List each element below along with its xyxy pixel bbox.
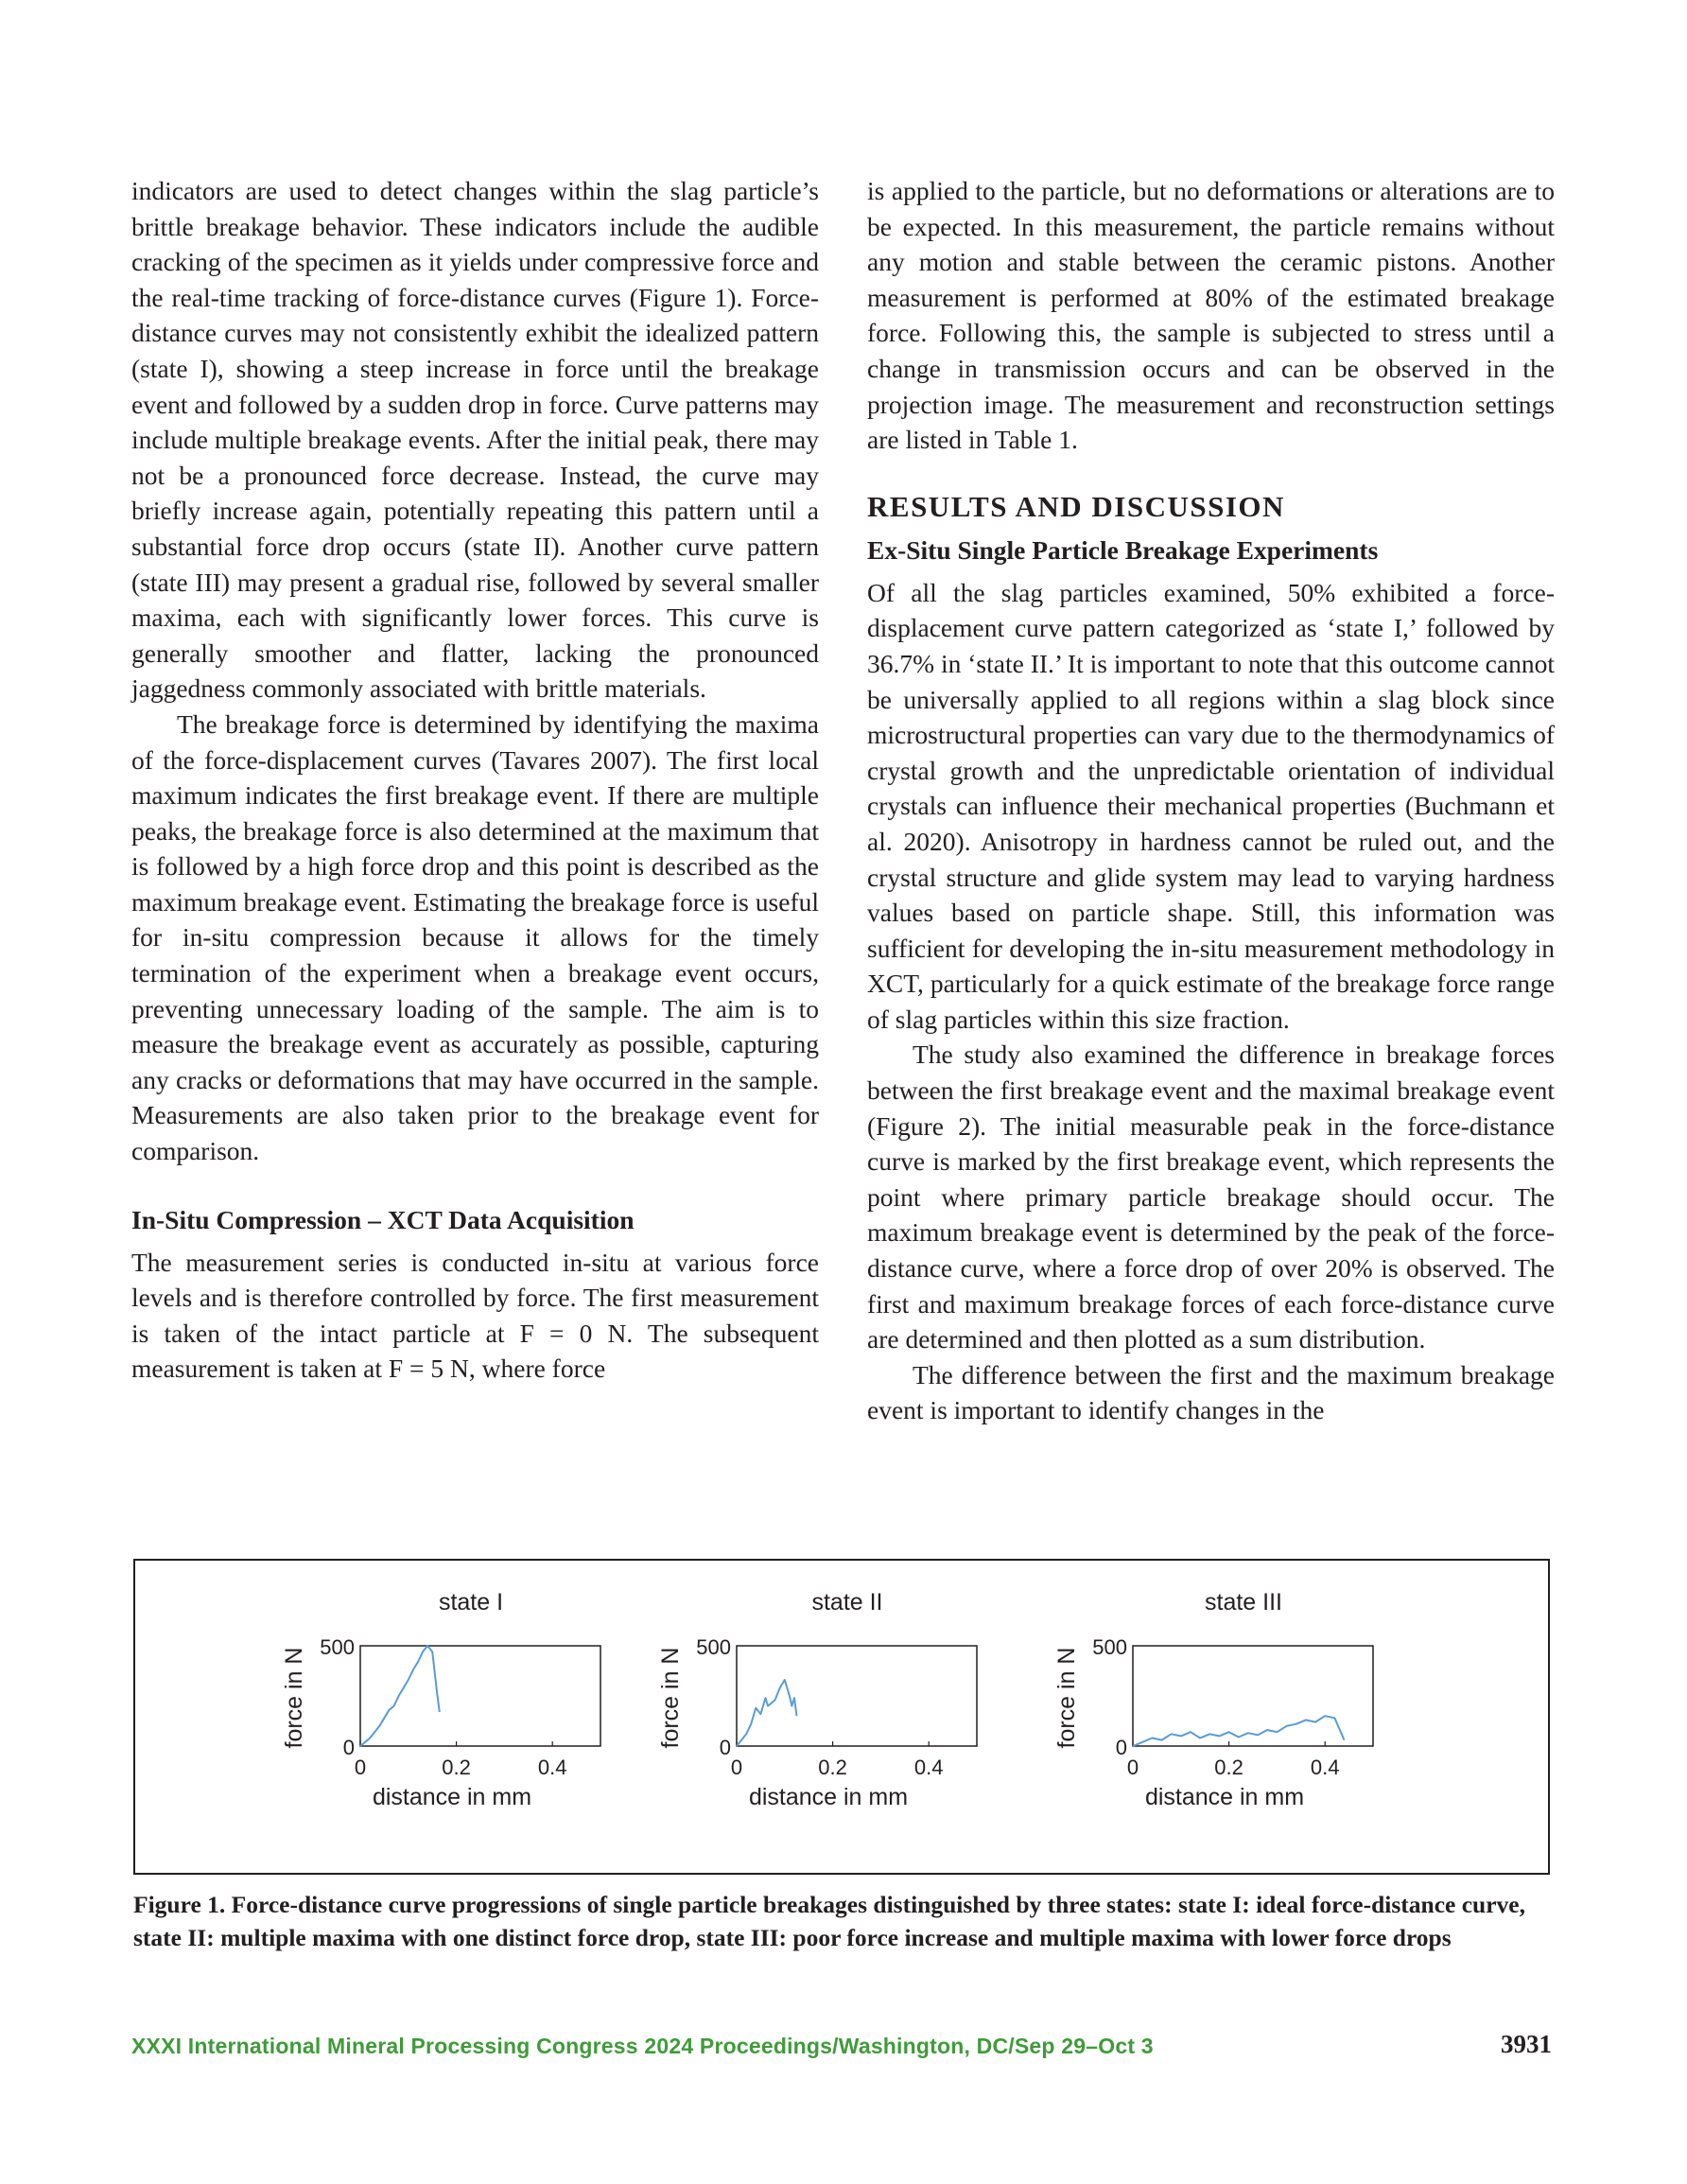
right-column [867,173,1555,1428]
figure-caption: Figure 1. Force-distance curve progressions of single particle breakages distinguished by three states: state I: ideal force-distance curve, state II: multiple maxima with one distinct force drop, state III: poor force increase and multiple maxima with lower force drops [133,1891,1525,1951]
chart-2-ytick-0: 0 [719,1736,731,1759]
chart-2-xtick-1: 0.2 [818,1756,847,1779]
chart-3-xlabel: distance in mm [1144,1784,1305,1810]
left-paragraph-3: The measurement series is conducted in-situ at various force levels and is therefore controlled by force. The first measurement is taken of the intact particle at F = 0 N. The subsequent measurement is taken at F = 5 N, where force [131,1247,819,1384]
chart-3-xtick-2: 0.4 [1310,1756,1340,1779]
chart-2-ytick-1: 500 [696,1635,731,1659]
chart-3-title: state III [1205,1589,1282,1616]
chart-1-ytick-1: 500 [320,1635,355,1659]
chart-2-frame [737,1646,977,1746]
right-paragraph-3: The study also examined the difference in breakage forces between the first breakage event and the maximal breakage event (Figure 2). The initial measurable peak in the force-distance curve is marked by the first breakage event, which represents the point where primary particle breakage should occur. The maximum breakage event is determined by the peak of the force-distance curve, where a force drop of over 20% is observed. The first and maximum breakage forces of each force-distance curve are determined and then plotted as a sum distribution. [867,1040,1555,1354]
chart-1-xtick-2: 0.4 [537,1756,567,1779]
chart-1-xlabel: distance in mm [372,1784,532,1810]
chart-3-series-line [1133,1716,1345,1746]
chart-2-xtick-0: 0 [730,1756,743,1779]
right-paragraph-1: is applied to the particle, but no deformations or alterations are to be expected. In this measurement, the particle remains without any motion and stable between the ceramic pistons. Another measurement is performed at 80% of the estimated breakage force. Following this, the sample is subjected to stress until a change in transmission occurs and can be observed in the projection image. The measurement and reconstruction settings are listed in Table 1. [867,176,1555,455]
footer-conference: XXXI International Mineral Processing Congress 2024 Proceedings/Washington, DC/Sep 29–Oct 3 [131,2034,1154,2058]
chart-1-ytick-0: 0 [342,1736,355,1759]
chart-3-ylabel: force in N [1053,1647,1080,1749]
subheading-ex-situ: Ex-Situ Single Particle Breakage Experiments [867,534,1379,565]
chart-3-xtick-1: 0.2 [1214,1756,1244,1779]
chart-3-frame [1133,1646,1373,1746]
chart-2-xlabel: distance in mm [748,1784,909,1810]
figure-1 [133,1559,1550,1875]
chart-3-ytick-1: 500 [1092,1635,1127,1659]
chart-2-ylabel: force in N [657,1647,684,1749]
chart-2-xtick-2: 0.4 [913,1756,944,1779]
chart-3-ytick-0: 0 [1115,1736,1127,1759]
chart-1-title: state I [438,1589,504,1616]
right-paragraph-2: Of all the slag particles examined, 50% exhibited a force-displacement curve pattern categorized as ‘state I,’ followed by 36.7% in ‘state II.’ It is important to note that this outcome cannot be universally applied to all regions within a slag block since microstructural properties can vary due to the thermodynamics of crystal growth and the unpredictable orientation of individual crystals can influence their mechanical properties (Buchmann et al. 2020). Anisotropy in hardness cannot be ruled out, and the crystal structure and glide system may lead to varying hardness values based on particle shape. Still, this information was sufficient for developing the in-situ measurement methodology in XCT, particularly for a quick estimate of the breakage force range of slag particles within this size fraction. [867,577,1555,1034]
chart-1-xtick-1: 0.2 [442,1756,471,1779]
left-column [131,173,819,1387]
chart-2-series-line [737,1680,797,1746]
chart-1-xtick-0: 0 [354,1756,367,1779]
page-number: 3931 [1501,2030,1552,2058]
chart-3-xtick-0: 0 [1126,1756,1139,1779]
chart-1-ylabel: force in N [281,1647,307,1749]
section-heading-results: RESULTS AND DISCUSSION [867,489,1285,523]
chart-1-frame [360,1646,600,1746]
chart-1-series-line [360,1646,440,1746]
figure-1-charts [135,1561,1548,1873]
left-paragraph-1: indicators are used to detect changes within the slag particle’s brittle breakage behavior. These indicators include the audible cracking of the specimen as it yields under compressive force and the real-time tracking of force-distance curves (Figure 1). Force-distance curves may not consistently exhibit the idealized pattern (state I), showing a steep increase in force until the breakage event and followed by a sudden drop in force. Curve patterns may include multiple breakage events. After the initial peak, there may not be a pronounced force decrease. Instead, the curve may briefly increase again, potentially repeating this pattern until a substantial force drop occurs (state II). Another curve pattern (state III) may present a gradual rise, followed by several smaller maxima, each with significantly lower forces. This curve is generally smoother and flatter, lacking the pronounced jaggedness commonly associated with brittle materials. [131,176,820,704]
subheading-in-situ-compression: In-Situ Compression – XCT Data Acquisition [131,1204,635,1234]
right-paragraph-4: The difference between the first and the maximum breakage event is important to identify changes in the [867,1359,1555,1425]
left-paragraph-2: The breakage force is determined by identifying the maxima of the force-displacement curves (Tavares 2007). The first local maximum indicates the first breakage event. If there are multiple peaks, the breakage force is also determined at the maximum that is followed by a high force drop and this point is described as the maximum breakage event. Estimating the breakage force is useful for in-situ compression because it allows for the timely termination of the experiment when a breakage event occurs, preventing unnecessary loading of the sample. The aim is to measure the breakage event as accurately as possible, capturing any cracks or deformations that may have occurred in the sample. Measurements are also taken prior to the breakage event for comparison. [131,708,819,1166]
chart-2-title: state II [811,1589,883,1616]
